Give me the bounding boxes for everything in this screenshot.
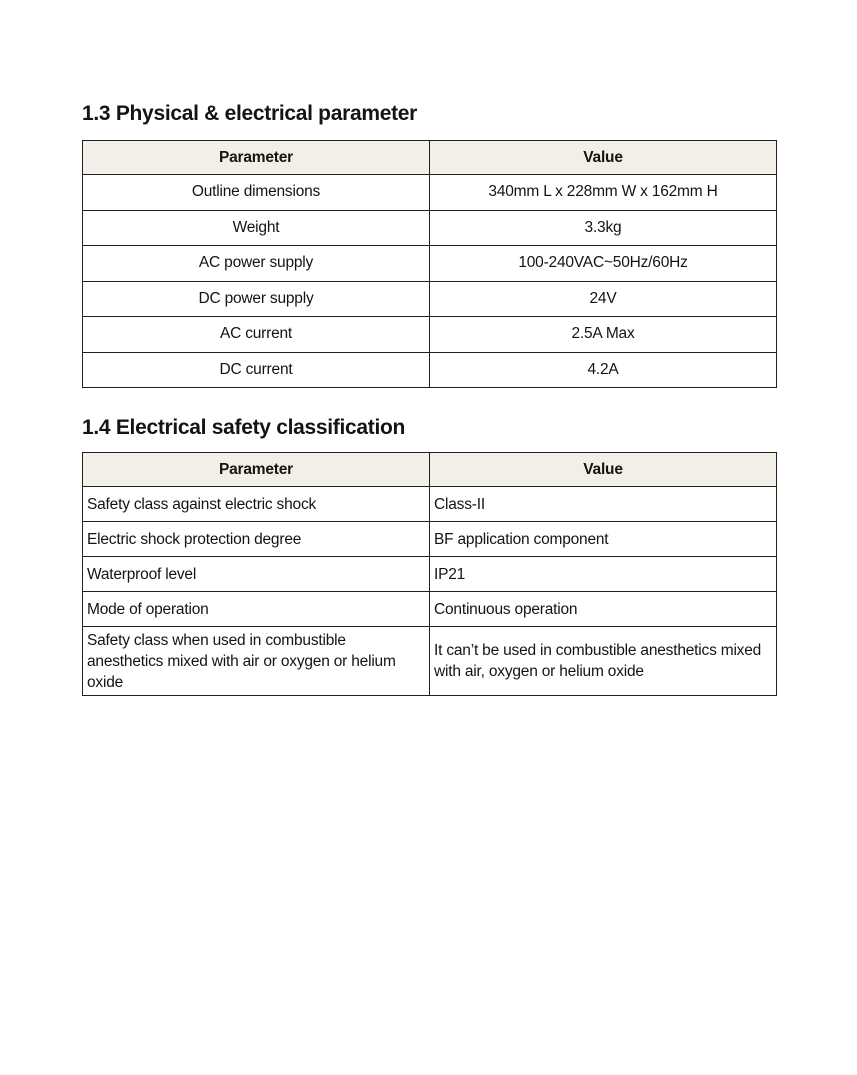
param-cell: AC current [83,317,430,353]
table-row [83,627,777,696]
value-cell: 2.5A Max [430,317,777,353]
value-header-cell: Value [430,141,777,175]
physical-electrical-table [82,140,777,388]
table-row [83,352,777,388]
param-cell: Outline dimensions [83,175,430,211]
value-cell: 4.2A [430,352,777,388]
table-row [83,281,777,317]
value-header-cell: Value [430,453,777,487]
param-cell: DC power supply [83,281,430,317]
param-cell: Safety class against electric shock [83,487,430,522]
table-header-row [83,453,777,487]
param-cell: Weight [83,210,430,246]
value-cell: Continuous operation [430,592,777,627]
value-cell: 100-240VAC~50Hz/60Hz [430,246,777,282]
param-cell: Waterproof level [83,557,430,592]
table-row [83,592,777,627]
param-cell: Electric shock protection degree [83,522,430,557]
value-cell: 340mm L x 228mm W x 162mm H [430,175,777,211]
table-row [83,487,777,522]
table-header-row [83,141,777,175]
value-cell: BF application component [430,522,777,557]
table-row [83,175,777,211]
table-row [83,210,777,246]
table-row [83,522,777,557]
section-heading-electrical-safety: 1.4 Electrical safety classification [82,416,406,439]
table-row [83,246,777,282]
param-cell: DC current [83,352,430,388]
table-row [83,317,777,353]
param-cell: AC power supply [83,246,430,282]
value-cell: 24V [430,281,777,317]
param-cell: Safety class when used in combustible anesthetics mixed with air or oxygen or helium oxide [83,627,430,696]
parameter-header-cell: Parameter [83,141,430,175]
section-heading-physical-electrical: 1.3 Physical & electrical parameter [82,102,418,125]
value-cell: IP21 [430,557,777,592]
value-cell: Class-II [430,487,777,522]
table-row [83,557,777,592]
value-cell: It can’t be used in combustible anesthetics mixed with air, oxygen or helium oxide [430,627,777,696]
param-cell: Mode of operation [83,592,430,627]
parameter-header-cell: Parameter [83,453,430,487]
value-cell: 3.3kg [430,210,777,246]
electrical-safety-table [82,452,777,696]
